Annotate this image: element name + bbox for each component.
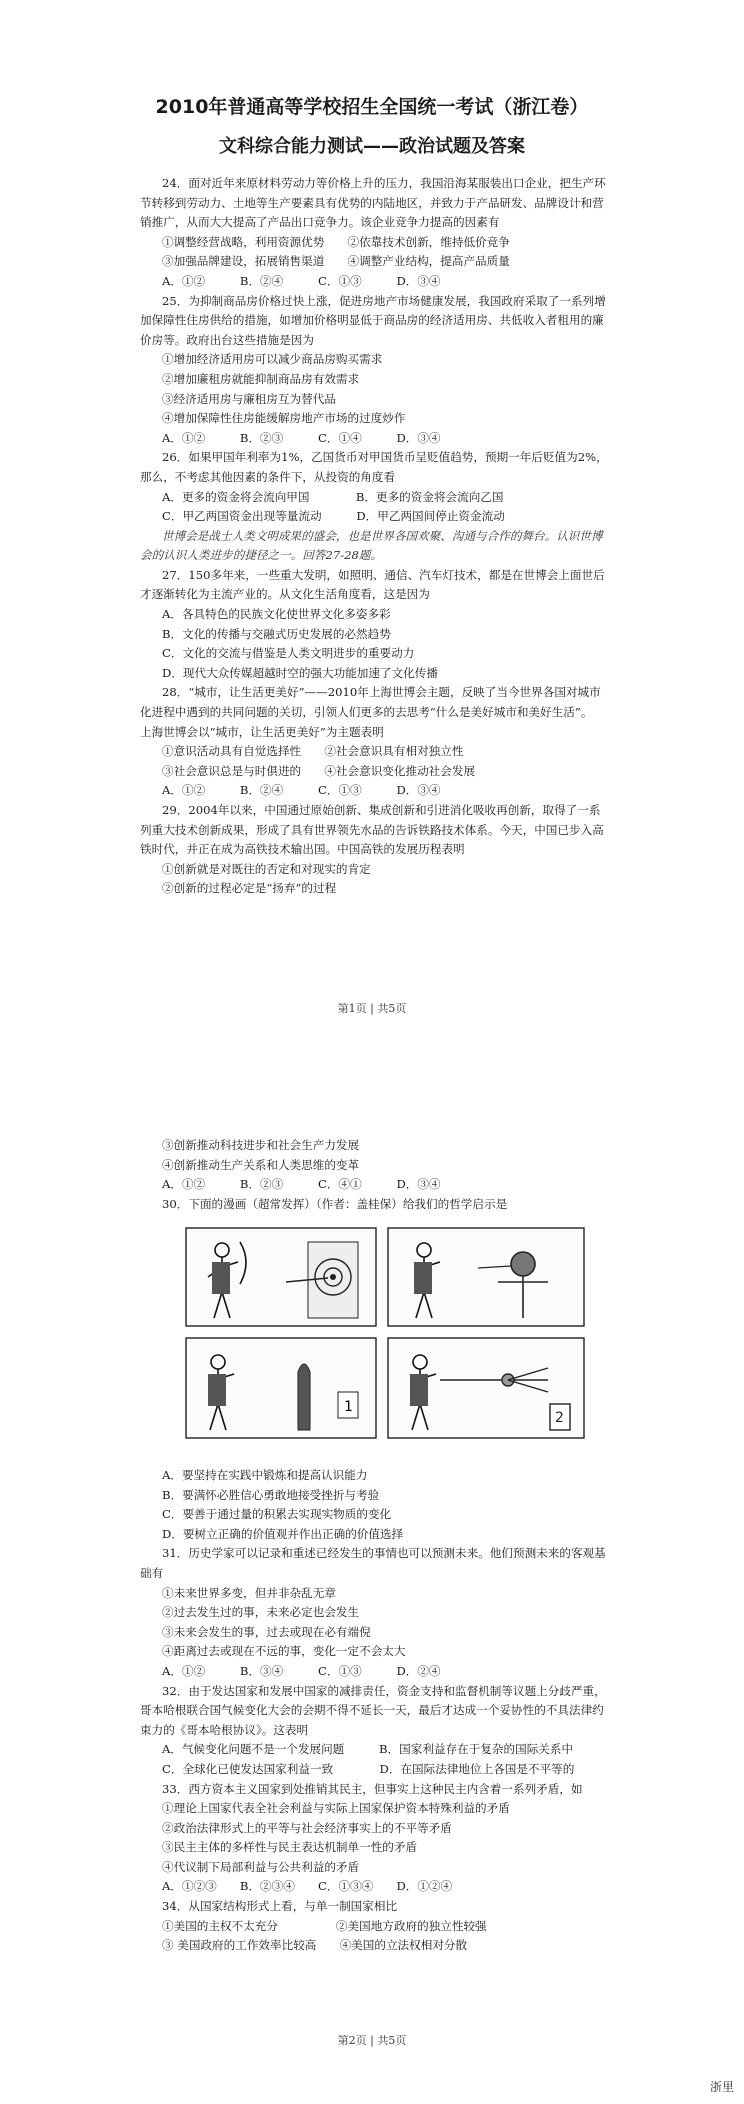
page2-bottom-body [140,1466,645,1956]
text-line: ②创新的过程必定是“扬弃”的过程 [162,881,337,896]
text-line: D．要树立正确的价值观并作出正确的价值选择 [162,1526,404,1541]
text-line: 销推广，从而大大提高了产品出口竞争力。该企业竞争力提高的因素有 [140,215,500,230]
text-line: ③社会意识总是与时俱进的 ④社会意识变化推动社会发展 [162,763,476,778]
text-line: 才逐渐转化为主流产业的。从文化生活角度看，这是因为 [140,587,430,602]
text-line: ②增加廉租房就能抑制商品房有效需求 [162,371,360,386]
text-line: ③未来会发生的事，过去或现在必有端倪 [162,1624,371,1639]
text-line: D．现代大众传媒超越时空的强大功能加速了文化传播 [162,665,438,680]
text-line: 24．面对近年来原材料劳动力等价格上升的压力，我国沿海某服装出口企业，把生产环 [162,176,606,190]
text-line: 列重大技术创新成果，形成了具有世界领先水品的告诉铁路技术体系。今天，中国已步入高 [140,822,604,837]
text-line: 31．历史学家可以记录和重述已经发生的事情也可以预测未来。他们预测未来的客观基 [162,1546,606,1561]
text-line: ④代议制下局部利益与公共利益的矛盾 [162,1859,360,1874]
text-line: ②过去发生过的事，未来必定也会发生 [162,1605,360,1620]
text-line: 世博会是战士人类文明成果的盛会，也是世界各国欢聚、沟通与合作的舞台。认识世博 [162,528,603,543]
text-line: 28．“城市，让生活更美好”——2010年上海世博会主题，反映了当今世界各国对城市 [162,685,601,700]
text-line: 那么，不考虑其他因素的条件下，从投资的角度看 [140,469,396,484]
text-line: 加保障性住房供给的措施，如增加价格明显低于商品房的经济适用房、共低收入者租用的廉 [140,313,604,328]
page1-footer: 第1页 | 共5页 [337,1002,407,1015]
text-line: A．①② B．③④ C．①③ D．②④ [162,1663,441,1678]
text-line: C．全球化已使发达国家利益一致 D．在国际法律地位上各国是不平等的 [162,1761,575,1776]
page1-body [140,174,645,899]
text-line: 哥本哈根联合国气候变化大会的会期不得不延长一天，最后才达成一个妥协性的不具法律约 [140,1703,604,1718]
text-line: 束力的《哥本哈根协议》。这表明 [140,1722,309,1737]
text-line: A．①② B．②③ C．④① D．③④ [162,1177,441,1192]
text-line: 会的认识人类进步的捷径之一。回答27-28题。 [140,548,383,563]
text-line: ④距离过去或现在不远的事，变化一定不会太大 [162,1644,406,1659]
text-line: C．要善于通过量的积累去实现实物质的变化 [162,1507,392,1522]
text-line: ①未来世界多变，但并非杂乱无章 [162,1585,336,1600]
page2-footer: 第2页 | 共5页 [337,2034,407,2047]
text-line: C．甲乙两国资金出现等量流动 D．甲乙两国间停止资金流动 [162,509,505,524]
text-line: A．①② B．②③ C．①④ D．③④ [162,430,441,445]
text-line: ①理论上国家代表全社会利益与实际上国家保护资本特殊利益的矛盾 [162,1801,510,1816]
text-line: A．①② B．②④ C．①③ D．③④ [162,273,441,288]
text-line: 础有 [140,1565,164,1580]
text-line: ④创新推动生产关系和人类思维的变革 [162,1157,360,1172]
text-line: ③民主主体的多样性与民主表达机制单一性的矛盾 [162,1840,418,1855]
text-line: B．文化的传播与交融式历史发展的必然趋势 [162,626,391,641]
doc-title: 2010年普通高等学校招生全国统一考试（浙江卷） [155,96,589,118]
text-line: 32．由于发达国家和发展中国家的减排责任，资金支持和监督机制等议题上分歧严重， [162,1683,606,1698]
text-line: ①调整经营战略，利用资源优势 ②依靠技术创新，维持低价竞争 [162,234,510,249]
text-line: ③ 美国政府的工作效率比较高 ④美国的立法权相对分散 [162,1938,468,1953]
doc-subtitle: 文科综合能力测试——政治试题及答案 [219,136,525,157]
corner-watermark: 浙里 [709,2080,734,2094]
box-1-label: 1 [344,1399,353,1415]
text-line: A．更多的资金将会流向甲国 B．更多的资金将会流向乙国 [162,489,504,504]
text-line: ②政治法律形式上的平等与社会经济事实上的不平等矛盾 [162,1820,452,1835]
cartoon-illustration [178,1222,592,1444]
text-line: ①创新就是对既往的否定和对现实的肯定 [162,861,371,876]
page2-top-body [140,1136,645,1214]
text-line: 26．如果甲国年利率为1%，乙国货币对甲国货币呈贬值趋势，预期一年后贬值为2%， [162,450,608,465]
text-line: ①美国的主权不太充分 ②美国地方政府的独立性较强 [162,1918,487,1933]
text-line: 铁时代，并正在成为高铁技术输出国。中国高铁的发展历程表明 [140,842,465,857]
text-line: C．文化的交流与借鉴是人类文明进步的重要动力 [162,646,415,661]
text-line: ①增加经济适用房可以减少商品房购买需求 [162,352,383,367]
text-line: 化进程中遇到的共同问题的关切，引领人们更多的去思考“什么是美好城市和美好生活”。 [140,705,593,720]
box-2-label: 2 [555,1410,564,1426]
text-line: 25．为抑制商品房价格过快上涨，促进房地产市场健康发展，我国政府采取了一系列增 [162,293,606,308]
text-line: ③创新推动科技进步和社会生产力发展 [162,1138,360,1152]
text-line: B．要满怀必胜信心勇敢地接受挫折与考验 [162,1487,380,1502]
text-line: ④增加保障性住房能缓解房地产市场的过度炒作 [162,411,406,426]
text-line: ①意识活动具有自觉选择性 ②社会意识具有相对独立性 [162,744,464,759]
text-line: 29．2004年以来，中国通过原始创新、集成创新和引进消化吸收再创新，取得了一系 [162,803,601,817]
text-line: A．各具特色的民族文化使世界文化多姿多彩 [162,607,391,622]
text-line: 上海世博会以“城市，让生活更美好”为主题表明 [140,724,384,739]
text-line: 30．下面的漫画（超常发挥）（作者：盖桂保）给我们的哲学启示是 [162,1196,508,1211]
text-line: 34．从国家结构形式上看，与单一制国家相比 [162,1899,398,1914]
text-line: 节转移到劳动力、土地等生产要素具有优势的内陆地区，并致力于产品研发、品牌设计和营 [140,195,604,210]
text-line: A．要坚持在实践中锻炼和提高认识能力 [162,1468,368,1482]
text-line: 27．150多年来，一些重大发明，如照明、通信、汽车灯技术，都是在世博会上面世后 [162,567,605,582]
text-line: A．气候变化问题不是一个发展问题 B．国家利益存在于复杂的国际关系中 [162,1742,574,1757]
text-line: ③加强品牌建设，拓展销售渠道 ④调整产业结构，提高产品质量 [162,254,510,269]
text-line: 价房等。政府出台这些措施是因为 [140,332,314,347]
text-line: 33．西方资本主义国家到处推销其民主，但事实上这种民主内含着一系列矛盾，如 [162,1781,583,1796]
text-line: A．①② B．②④ C．①③ D．③④ [162,783,441,798]
text-line: ③经济适用房与廉租房互为替代品 [162,391,336,406]
text-line: A．①②③ B．②③④ C．①③④ D．①②④ [162,1879,453,1894]
